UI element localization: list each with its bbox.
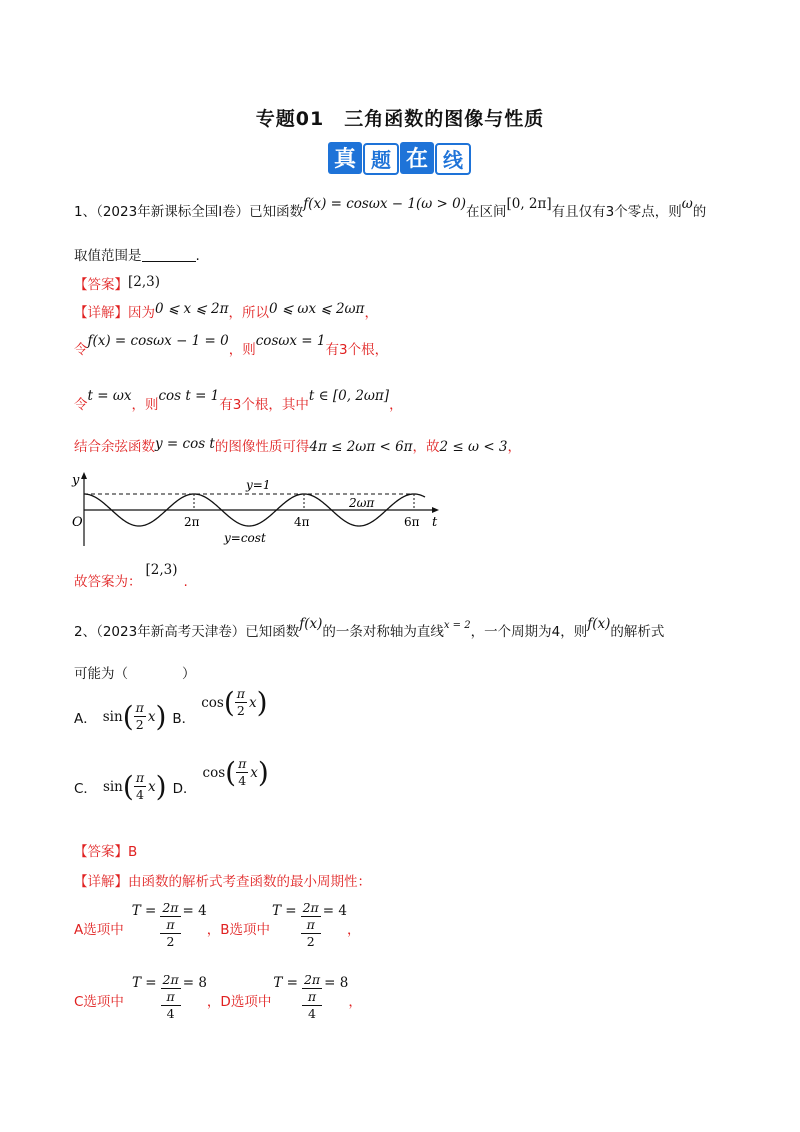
row-cd-label2: ，D选项中 — [206, 994, 272, 1010]
a2-row-cd — [74, 972, 362, 1022]
q2-line2: 可能为（ ） — [74, 666, 196, 682]
option-b-frac — [235, 686, 247, 719]
badge-char-1: 真 — [333, 146, 357, 172]
subfrac-num: π — [160, 917, 180, 934]
paren-left: ( — [225, 755, 237, 789]
option-b-var: x — [248, 694, 257, 711]
option-a-var: x — [147, 708, 156, 725]
subfrac-den: 2 — [166, 934, 175, 949]
origin-label: O — [72, 515, 83, 530]
a1-l2-math2: cosωx = 1 — [255, 333, 326, 349]
frac-num: π — [236, 686, 245, 701]
paren-right: ) — [155, 769, 167, 803]
frac-den — [301, 917, 321, 950]
q2-fx2: f(x) — [587, 616, 611, 632]
a1-l1-a: 因为 — [128, 305, 155, 321]
a1-l3-math3: t ∈ [0, 2ωπ] — [308, 388, 390, 404]
paren-left: ( — [223, 685, 235, 719]
q1-interval: [0, 2π] — [506, 196, 552, 212]
frac-num: π — [135, 700, 144, 715]
row-cd-r1: = 8 — [182, 975, 207, 991]
option-d-fn: cos — [202, 764, 226, 781]
option-d-label[interactable]: D． — [172, 781, 197, 797]
answer-label: 【答案】 — [74, 844, 128, 860]
q2-prefix: 2、（2023年新高考天津卷）已知函数 — [74, 624, 300, 640]
row-cd-t2: T = — [273, 975, 298, 991]
row-cd-label1: C选项中 — [74, 994, 124, 1010]
row-ab-r1: = 4 — [182, 903, 207, 919]
curve-label: y=cost — [224, 531, 266, 545]
tick-label-2omega-pi: 2ωπ — [349, 496, 375, 510]
a2-detail — [74, 872, 371, 892]
option-c-label[interactable]: C． — [74, 781, 97, 797]
row-ab-end: ， — [346, 922, 361, 938]
a1-l4-d: ， — [507, 439, 522, 455]
row-cd-frac1 — [161, 972, 181, 1022]
option-d-expr[interactable] — [203, 756, 269, 789]
frac-den: 4 — [238, 773, 247, 788]
subfrac-den: 4 — [166, 1006, 175, 1021]
final-end: . — [183, 574, 188, 590]
a1-l4-math1: y = cos t — [155, 436, 215, 452]
a1-l3-b: ，则 — [131, 397, 159, 413]
frac-den — [160, 917, 180, 950]
a1-detail-line3 — [74, 388, 403, 415]
q2-options-cd — [74, 755, 269, 803]
a1-l2-c: 有3个根， — [325, 342, 389, 358]
a1-l2-b: ，则 — [228, 342, 256, 358]
option-a-label[interactable]: A． — [74, 711, 97, 727]
option-d-var: x — [250, 764, 258, 781]
detail-label: 【详解】 — [74, 874, 128, 890]
subfrac-num: π — [301, 917, 321, 934]
tick-label-4pi: 4π — [294, 515, 310, 529]
q2-mid2: ，一个周期为4，则 — [470, 624, 588, 640]
a1-l3-d: ， — [389, 397, 403, 413]
tick-label-6pi: 6π — [404, 515, 420, 529]
option-a-fn: sin — [102, 708, 123, 725]
row-ab-label1: A选项中 — [74, 922, 124, 938]
paren-left: ( — [122, 699, 134, 733]
subfrac-num: π — [161, 989, 181, 1006]
t-axis-arrow-icon — [432, 507, 439, 513]
option-a-expr[interactable] — [103, 700, 167, 733]
frac-num: π — [238, 756, 247, 771]
paren-right: ) — [256, 685, 268, 719]
a1-l4-c: ，故 — [412, 439, 440, 455]
a1-l1-c: ， — [364, 305, 378, 321]
a1-l4-math3: 2 ≤ ω < 3 — [439, 439, 508, 455]
answer-blank — [142, 247, 196, 262]
q1-omega: ω — [681, 196, 693, 212]
badge-char-3: 在 — [405, 146, 429, 172]
a1-l2-math1: f(x) = cosωx − 1 = 0 — [87, 333, 229, 349]
a1-l4-a: 结合余弦函数 — [74, 439, 155, 455]
a1-detail-line4 — [74, 437, 521, 457]
a2-row-ab — [74, 900, 360, 950]
badge-char-4: 线 — [443, 148, 463, 172]
final-value: [2,3) — [145, 562, 178, 578]
cosine-graph — [68, 470, 448, 550]
a1-l3-c: 有3个根，其中 — [219, 397, 309, 413]
row-ab-frac2 — [301, 900, 321, 950]
a1-detail-line1 — [74, 303, 378, 323]
q2-fx: f(x) — [299, 616, 323, 632]
a1-l1-math1: 0 ⩽ x ⩽ 2π — [155, 301, 229, 317]
option-b-fn: cos — [201, 694, 224, 711]
a1-l1-b: ，所以 — [228, 305, 269, 321]
frac-num: π — [135, 770, 145, 785]
t-axis-label: t — [432, 515, 438, 530]
q2-mid1: 的一条对称轴为直线 — [322, 624, 444, 640]
a1-l3-math1: t = ωx — [87, 388, 132, 404]
zhenti-zaixian-badge — [326, 140, 474, 176]
q1-suffix: 的 — [692, 204, 707, 220]
option-d-frac — [236, 756, 248, 789]
frac-num: 2π — [162, 972, 179, 987]
y-axis-label: y — [72, 473, 80, 488]
option-c-frac — [134, 770, 146, 803]
a1-l3-a: 令 — [74, 397, 88, 413]
frac-num: 2π — [302, 900, 319, 915]
option-c-var: x — [148, 778, 156, 795]
q2-line1 — [74, 616, 665, 644]
page-title: 专题01 三角函数的图像与性质 — [255, 108, 545, 130]
frac-den: 2 — [236, 703, 245, 718]
q1-line2-text: 取值范围是 — [74, 248, 142, 264]
q2-options-ab — [74, 685, 268, 733]
subfrac-den: 2 — [306, 934, 315, 949]
option-b-expr[interactable] — [201, 686, 267, 719]
badge-char-2: 题 — [371, 148, 391, 172]
a1-l4-b: 的图像性质可得 — [214, 439, 310, 455]
q1-function: f(x) = cosωx − 1(ω > 0) — [303, 196, 466, 212]
a1-final — [74, 562, 188, 592]
row-ab-t1: T = — [131, 903, 157, 919]
answer-label: 【答案】 — [74, 277, 128, 293]
row-ab-t2: T = — [272, 903, 297, 919]
paren-left: ( — [122, 769, 134, 803]
y-axis-arrow-icon — [81, 472, 87, 479]
paren-right: ) — [257, 755, 269, 789]
q2-line: x = 2 — [443, 620, 471, 631]
y1-label: y=1 — [246, 478, 271, 492]
option-b-label[interactable]: B． — [172, 711, 196, 727]
frac-num: 2π — [162, 900, 179, 915]
tick-label-2pi: 2π — [184, 515, 200, 529]
a1-l2-a: 令 — [74, 342, 88, 358]
detail-label: 【详解】 — [74, 305, 128, 321]
subfrac-den: 4 — [308, 1006, 316, 1021]
answer-value: B — [128, 844, 138, 860]
final-label: 故答案为： — [74, 574, 142, 590]
q1-line2 — [74, 246, 200, 266]
a1-l4-math2: 4π ≤ 2ωπ < 6π — [309, 439, 413, 455]
a1-l1-math2: 0 ⩽ ωx ⩽ 2ωπ — [268, 301, 365, 317]
q1-line1 — [74, 196, 707, 222]
row-cd-end: ， — [348, 994, 362, 1010]
q2-suffix: 的解析式 — [610, 624, 665, 640]
subfrac-num: π — [302, 989, 322, 1006]
frac-den: 4 — [135, 787, 144, 802]
detail-text: 由函数的解析式考查函数的最小周期性： — [128, 874, 371, 890]
row-cd-t1: T = — [131, 975, 157, 991]
row-ab-r2: = 4 — [322, 903, 347, 919]
row-ab-label2: ，B选项中 — [206, 922, 270, 938]
a2-answer — [74, 842, 137, 862]
frac-den — [302, 989, 322, 1022]
answer-value: [2,3) — [128, 274, 161, 290]
option-c-expr[interactable] — [103, 770, 167, 803]
option-a-frac — [134, 700, 146, 733]
frac-den: 2 — [135, 717, 144, 732]
option-c-fn: sin — [102, 778, 123, 795]
frac-den — [161, 989, 181, 1022]
row-ab-frac1 — [160, 900, 180, 950]
a1-answer — [74, 275, 160, 295]
frac-num: 2π — [303, 972, 321, 987]
row-cd-frac2 — [302, 972, 322, 1022]
q1-mid1: 在区间 — [465, 204, 507, 220]
q1-prefix: 1、（2023年新课标全国Ⅰ卷）已知函数 — [74, 204, 304, 220]
paren-right: ) — [155, 699, 167, 733]
q1-mid2: 有且仅有3个零点，则 — [551, 204, 682, 220]
a1-detail-line2 — [74, 333, 389, 360]
row-cd-r2: = 8 — [324, 975, 349, 991]
a1-l3-math2: cos t = 1 — [158, 388, 220, 404]
q1-line2-end: . — [195, 248, 200, 264]
